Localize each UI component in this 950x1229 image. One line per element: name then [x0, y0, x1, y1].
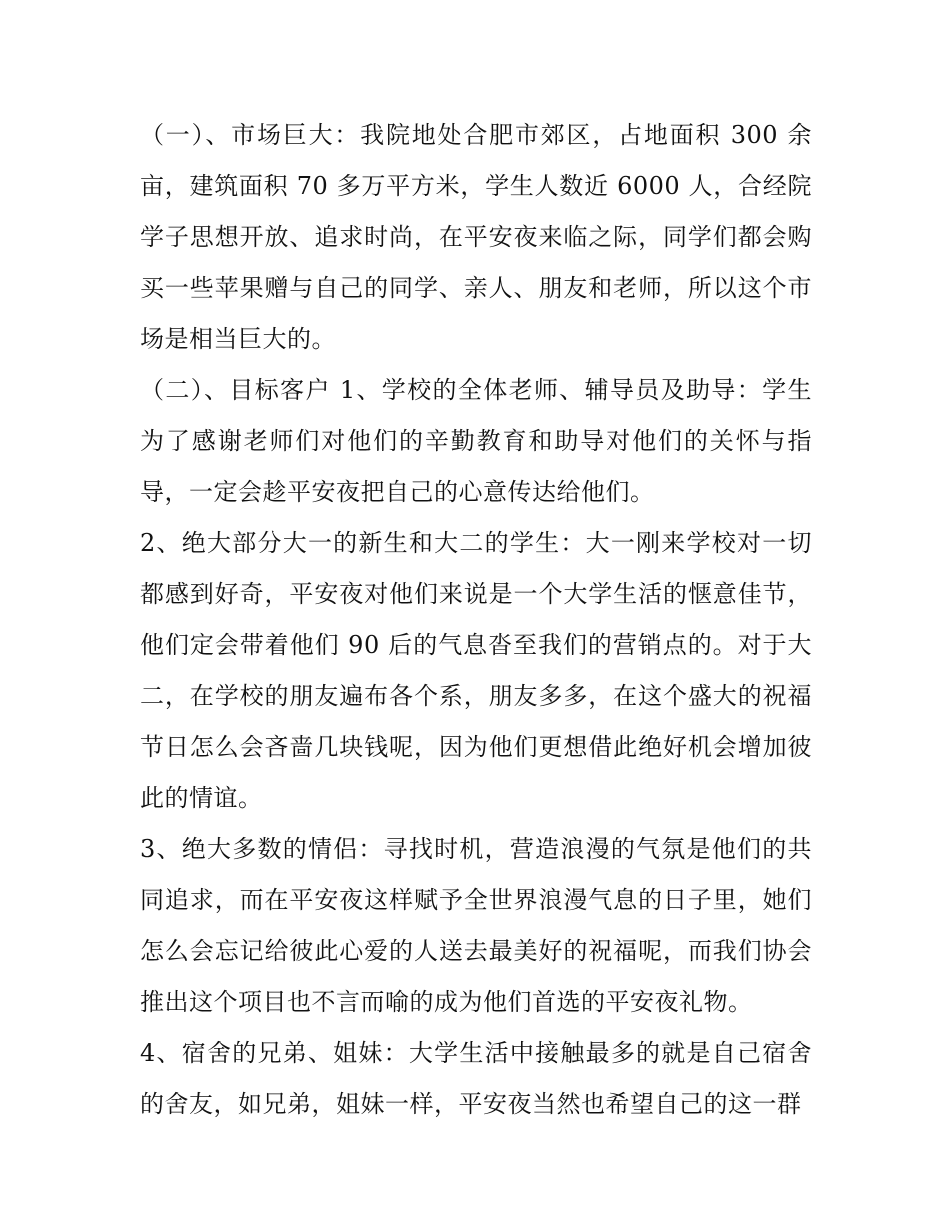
paragraph-market-size: （一）、市场巨大：我院地处合肥市郊区，占地面积 300 余亩，建筑面积 70 多万平方米，学生人数近 6000 人，合经院学子思想开放、追求时尚，在平安夜来临之际，同学们都会购买一些苹果赠与自己的同学、亲人、朋友和老师，所以这个市场是相当巨大的。	[140, 121, 812, 353]
paragraph-couples: 3、绝大多数的情侣：寻找时机，营造浪漫的气氛是他们的共同追求，而在平安夜这样赋予全世界浪漫气息的日子里，她们怎么会忘记给彼此心爱的人送去最美好的祝福呢，而我们协会推出这个项目也不言而喻的成为他们首选的平安夜礼物。	[140, 835, 812, 1016]
paragraph-roommates: 4、宿舍的兄弟、姐妹：大学生活中接触最多的就是自己宿舍的舍友，如兄弟，姐妹一样，平安夜当然也希望自己的这一群	[140, 1039, 812, 1118]
paragraph-freshmen-sophomores: 2、绝大部分大一的新生和大二的学生：大一刚来学校对一切都感到好奇，平安夜对他们来说是一个大学生活的惬意佳节，他们定会带着他们 90 后的气息沓至我们的营销点的。对于大二，在学校的朋友遍布各个系，朋友多多，在这个盛大的祝福节日怎么会吝啬几块钱呢，因为他们更想借此绝好机会增加彼此的情谊。	[140, 529, 812, 812]
paragraph-target-customers-teachers: （二）、目标客户 1、学校的全体老师、辅导员及助导：学生为了感谢老师们对他们的辛勤教育和助导对他们的关怀与指导，一定会趁平安夜把自己的心意传达给他们。	[140, 376, 812, 506]
document-body	[140, 110, 812, 1130]
